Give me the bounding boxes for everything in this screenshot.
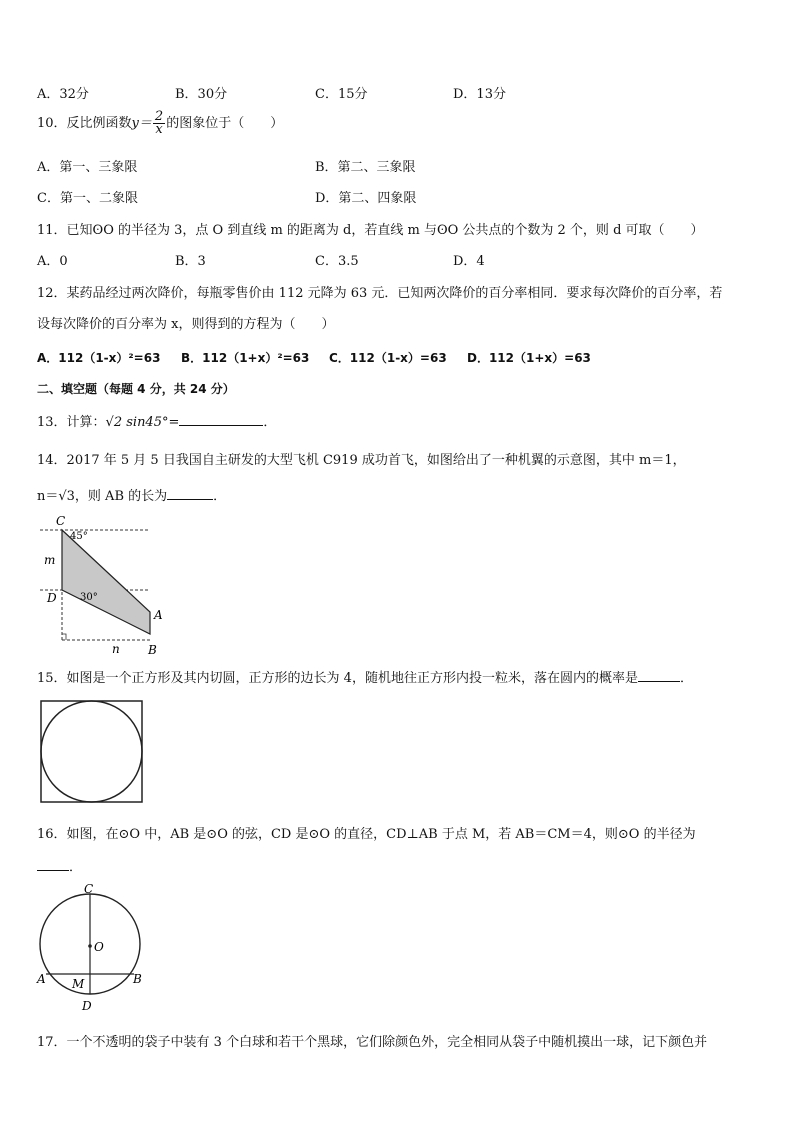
q13-answer-blank	[179, 413, 263, 426]
q10-stem	[37, 111, 283, 136]
q10-option-c: C．第一、二象限	[37, 191, 138, 206]
q16-answer-blank	[37, 858, 69, 871]
q14-stem-line1: 14．2017 年 5 月 5 日我国自主研发的大型飞机 C919 成功首飞，如图给出了一种机翼的示意图，其中 m＝1，	[37, 453, 686, 468]
q14-label-b: B	[148, 643, 157, 657]
q14-label-a: A	[154, 608, 163, 622]
q10-option-b: B．第二、三象限	[315, 160, 416, 175]
q12-option-a: A．112（1-x）²=63	[37, 351, 161, 365]
q14-label-30deg: 30°	[80, 592, 98, 603]
q14-line2-prefix: n＝√3，则 AB 的长为	[37, 489, 168, 504]
q12-option-d: D．112（1+x）=63	[467, 351, 591, 365]
q10-fraction	[153, 111, 165, 136]
q9-option-c: C．15分	[315, 87, 368, 102]
q16-label-m: M	[72, 977, 85, 991]
q15-text: 15．如图是一个正方形及其内切圆，正方形的边长为 4，随机地往正方形内投一粒米，落在圆内的概率是	[37, 671, 638, 686]
q10-option-d: D．第二、四象限	[315, 191, 417, 206]
q16-label-b: B	[133, 972, 142, 986]
q15-answer-blank	[638, 669, 680, 682]
q16-stem: 16．如图，在⊙O 中，AB 是⊙O 的弦，CD 是⊙O 的直径，CD⊥AB 于点 M，若 AB＝CM＝4，则⊙O 的半径为	[37, 827, 696, 842]
q9-option-d: D．13分	[453, 87, 506, 102]
section-heading: 二、填空题（每题 4 分，共 24 分）	[37, 382, 235, 396]
q14-right-angle-mark	[62, 634, 66, 640]
q9-option-a: A．32分	[37, 87, 89, 102]
q14-answer-blank	[167, 487, 213, 500]
q11-stem: 11．已知ʘO 的半径为 3，点 O 到直线 m 的距离为 d，若直线 m 与ʘO 公共点的个数为 2 个，则 d 可取（ ）	[37, 223, 704, 238]
q14-stem-line2	[37, 485, 226, 504]
q11-option-c: C．3.5	[315, 254, 359, 269]
q10-prefix: 10．反比例函数	[37, 116, 132, 131]
q12-stem-line2: 设每次降价的百分率为 x，则得到的方程为（ ）	[37, 317, 335, 332]
q16-label-a: A	[37, 972, 46, 986]
q13-stem	[37, 411, 276, 430]
q14-label-45deg: 45°	[70, 531, 88, 542]
q12-option-c: C．112（1-x）=63	[329, 351, 447, 365]
q16-suffix: ．	[69, 860, 83, 875]
q16-label-d: D	[82, 999, 92, 1013]
q14-label-c: C	[56, 514, 66, 528]
q10-option-a: A．第一、三象限	[37, 160, 138, 175]
q10-frac-den: x	[155, 122, 163, 137]
q14-label-d: D	[47, 591, 57, 605]
q16-label-o: O	[94, 940, 104, 954]
q9-option-b: B．30分	[175, 87, 228, 102]
q15-stem	[37, 667, 693, 686]
q14-wing-figure	[40, 512, 170, 660]
q16-circle-figure	[34, 880, 154, 1016]
q12-option-b: B．112（1+x）²=63	[181, 351, 310, 365]
q10-func-var: y＝	[131, 116, 152, 131]
q15-inscribed-circle	[41, 701, 142, 802]
q14-label-m: m	[44, 553, 56, 567]
q14-line2-suffix: ．	[213, 489, 227, 504]
q11-option-a: A．0	[37, 254, 68, 269]
q16-center-point	[88, 944, 92, 948]
q11-option-d: D．4	[453, 254, 485, 269]
q13-prefix: 13．计算：	[37, 415, 106, 430]
q15-square-circle-figure	[40, 700, 144, 804]
q13-suffix: ．	[263, 415, 277, 430]
q11-option-b: B．3	[175, 254, 206, 269]
q14-label-n: n	[112, 642, 120, 656]
q10-frac-num: 2	[154, 109, 164, 124]
q13-expression: √2 sin45°=	[105, 415, 180, 430]
q12-stem-line1: 12．某药品经过两次降价，每瓶零售价由 112 元降为 63 元．已知两次降价的百分率相同．要求每次降价的百分率，若	[37, 286, 723, 301]
q17-stem: 17．一个不透明的袋子中装有 3 个白球和若干个黑球，它们除颜色外，完全相同从袋子中随机摸出一球，记下颜色并	[37, 1035, 708, 1050]
q16-stem-line2	[37, 856, 82, 875]
q10-suffix: 的图象位于（ ）	[166, 116, 284, 131]
q16-label-c: C	[84, 882, 94, 896]
q14-wing-shape	[62, 530, 150, 634]
q15-suffix: ．	[679, 671, 693, 686]
